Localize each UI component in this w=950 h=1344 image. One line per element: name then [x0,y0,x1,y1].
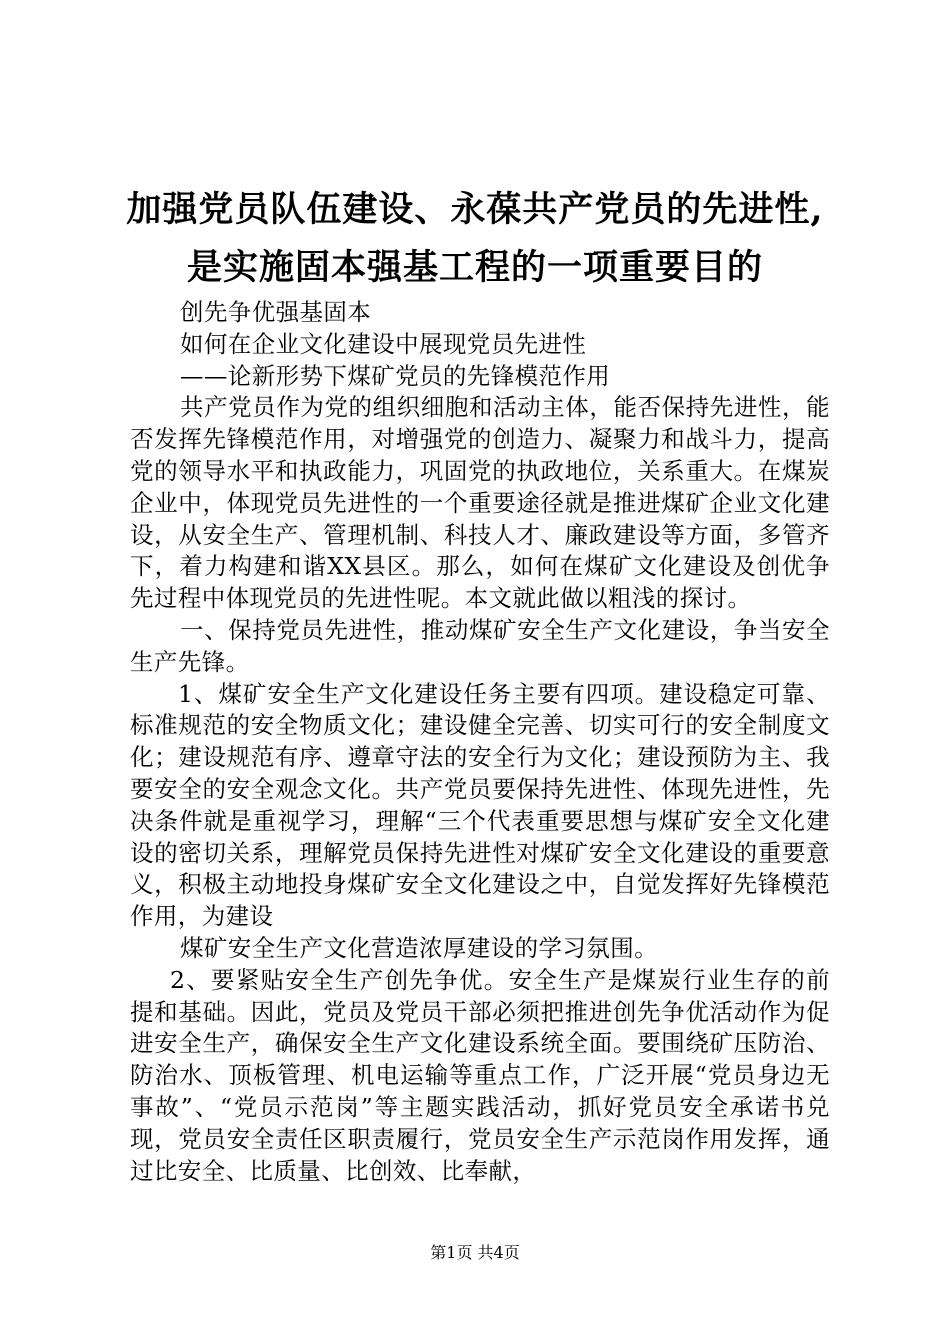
document-title-line-2: 是实施固本强基工程的一项重要目的 [186,247,763,288]
document-title-line-1: 加强党员队伍建设、永葆共产党员的先进性, [126,189,824,230]
subtitle-paragraph: 如何在企业文化建设中展现党员先进性 [180,329,587,358]
subtitle-paragraph: ——论新形势下煤矿党员的先锋模范作用 [180,361,611,390]
body-paragraph: 共产党员作为党的组织细胞和活动主体，能否保持先进性，能否发挥先锋模范作用，对增强党的创造力、凝聚力和战斗力，提高党的领导水平和执政能力，巩固党的执政地位，关系重大。在煤炭企业中，体现党员先进性的一个重要途径就是推进煤矿企业文化建设，从安全生产、管理机制、科技人才、廉政建设等方面，多管齐下，着力构建和谐XX县区。那么，如何在煤矿文化建设及创优争先过程中体现党员的先进性呢。本文就此做以粗浅的探讨。 [130,393,830,613]
subtitle-paragraph: 创先争优强基固本 [180,298,372,326]
body-paragraph: 1、煤矿安全生产文化建设任务主要有四项。建设稳定可靠、标准规范的安全物质文化；建设健全完善、切实可行的安全制度文化；建设规范有序、遵章守法的安全行为文化；建设预防为主、我要安全的安全观念文化。共产党员要保持先进性、体现先进性，先决条件就是重视学习，理解“三个代表重要思想与煤矿安全文化建设的密切关系，理解党员保持先进性对煤矿安全文化建设的重要意义，积极主动地投身煤矿安全文化建设之中，自觉发挥好先锋模范作用，为建设 [130,679,830,931]
section-heading: 一、保持党员先进性，推动煤矿安全生产文化建设，争当安全生产先锋。 [130,615,830,676]
body-paragraph: 煤矿安全生产文化营造浓厚建设的学习氛围。 [180,933,658,962]
page-number-footer: 第1页 共4页 [430,1243,520,1262]
document-body [130,297,830,1187]
body-paragraph: 2、要紧贴安全生产创先争优。安全生产是煤炭行业生存的前提和基础。因此，党员及党员干部必须把推进创先争优活动作为促进安全生产，确保安全生产文化建设系统全面。要围绕矿压防治、防治水、顶板管理、机电运输等重点工作，广泛开展“党员身边无事故”、“党员示范岗”等主题实践活动，抓好党员安全承诺书兑现，党员安全责任区职责履行，党员安全生产示范岗作用发挥，通过比安全、比质量、比创效、比奉献， [130,965,830,1185]
